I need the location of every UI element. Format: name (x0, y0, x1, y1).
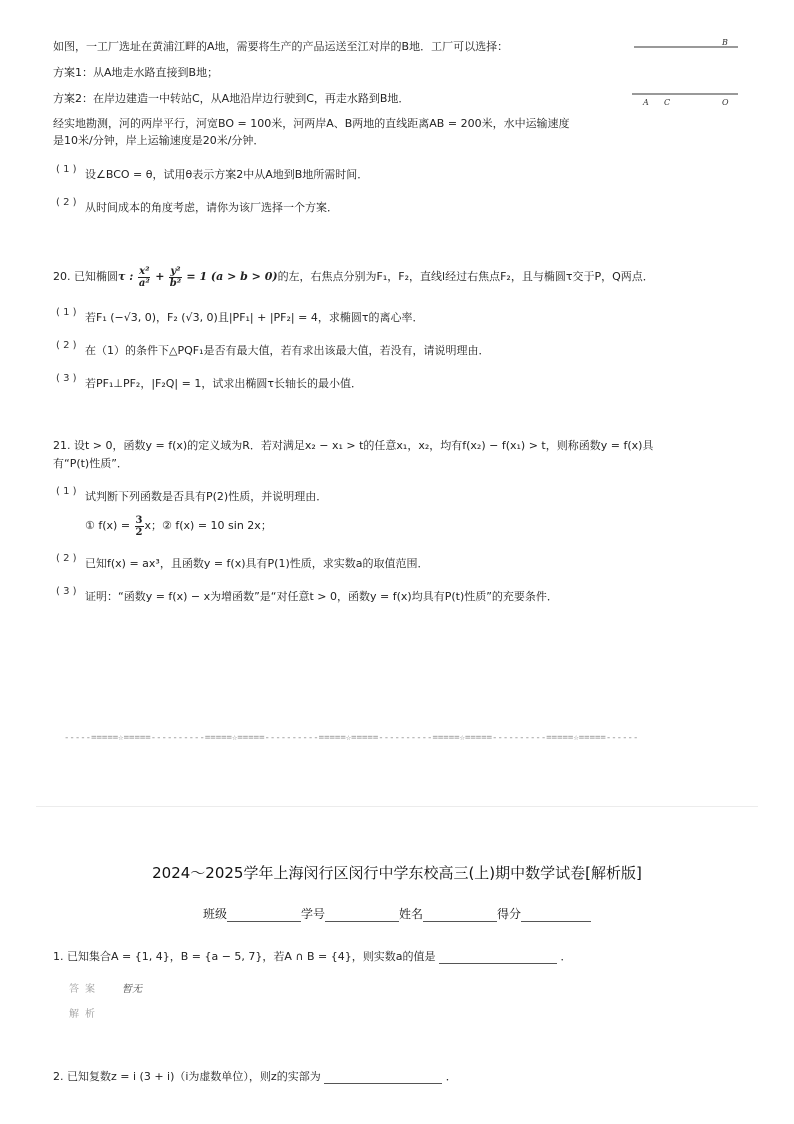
p21-sub1-num: ( 1 ) (56, 486, 77, 497)
p19-sub1-num: ( 1 ) (56, 164, 77, 175)
q1-line (53, 950, 571, 964)
p21-frac-num: 3 (135, 514, 143, 526)
p21-sub2: 已知f(x) = ax³，且函数y = f(x)具有P(1)性质，求实数a的取值范围． (85, 557, 429, 570)
label-b: B (722, 38, 728, 47)
p19-sub2: 从时间成本的角度考虑，请你为该厂选择一个方案． (85, 201, 338, 214)
label-o: O (722, 98, 729, 107)
p21-item-a-pre: ① f(x) = (85, 519, 134, 532)
q2-text: 2. 已知复数z = i (3 + i)（i为虚数单位），则z的实部为 (53, 1070, 321, 1083)
q2-line (53, 1070, 457, 1084)
p20-plus: + (151, 270, 169, 283)
p20-frac1-den: a² (138, 277, 150, 289)
p21-frac-den: 2 (135, 526, 143, 538)
p21-item-a-post: x；② f(x) = 10 sin 2x； (144, 519, 272, 532)
section-divider: -----=====☆=====----------=====☆=====----------=====☆=====----------=====☆=====----------=====☆=====------ (64, 733, 639, 743)
p20-sub3-num: ( 3 ) (56, 373, 77, 384)
p20-sub1: 若F₁ (−√3, 0)，F₂ (√3, 0)且|PF₁| + |PF₂| = 4，求椭圆τ的离心率． (85, 311, 424, 324)
p19-line3: 方案2：在岸边建造一中转站C，从A地沿岸边行驶到C，再走水路到B地． (53, 92, 410, 105)
info-id-label: 学号 (300, 907, 325, 921)
info-id-blank[interactable] (325, 909, 399, 922)
p19-sub1: 设∠BCO = θ，试用θ表示方案2中从A地到B地所需时间． (85, 168, 369, 181)
info-score-blank[interactable] (521, 909, 591, 922)
p20-frac2-num: y² (170, 265, 181, 277)
p20-head-pre: 20. 已知椭圆 (53, 270, 118, 283)
p20-math-b: = 1 (a > b > 0) (182, 270, 278, 283)
river-diagram (626, 34, 744, 110)
p20-frac1-num: x² (139, 265, 150, 277)
p20-sub2: 在（1）的条件下△PQF₁是否有最大值，若有求出该最大值，若没有，请说明理由． (85, 344, 490, 357)
p20-sub2-num: ( 2 ) (56, 340, 77, 351)
label-c: C (664, 98, 671, 107)
p21-sub3: 证明：“函数y = f(x) − x为增函数”是“对任意t > 0，函数y = f(x)均具有P(t)性质”的充要条件． (85, 590, 558, 603)
p19-line5: 是10米/分钟，岸上运输速度是20米/分钟． (53, 134, 265, 147)
q1-end: ． (560, 950, 572, 963)
p21-head2: 有“P(t)性质”． (53, 457, 128, 470)
p21-frac (135, 515, 144, 538)
p20-sub3: 若PF₁⊥PF₂，|F₂Q| = 1，试求出椭圆τ长轴长的最小值． (85, 377, 362, 390)
q1-answer-label: 答案 (69, 984, 101, 995)
p21-sub1: 试判断下列函数是否具有P(2)性质，并说明理由． (85, 490, 328, 503)
info-score-label: 得分 (497, 907, 522, 921)
q1-answer-value: 暂无 (122, 984, 142, 995)
p20-sub1-num: ( 1 ) (56, 307, 77, 318)
q1-text: 1. 已知集合A = {1, 4}，B = {a − 5, 7}，若A ∩ B = {4}，则实数a的值是 (53, 950, 436, 963)
p20-head (53, 262, 654, 292)
p20-frac1 (138, 266, 150, 289)
info-name-blank[interactable] (423, 909, 497, 922)
q1-analysis-label: 解析 (69, 1009, 101, 1020)
p19-line1: 如图，一工厂选址在黄浦江畔的A地，需要将生产的产品运送至江对岸的B地．工厂可以选择： (53, 40, 509, 53)
info-class-label: 班级 (202, 907, 227, 921)
info-name-label: 姓名 (399, 907, 424, 921)
page-break-line (36, 806, 758, 807)
p21-sub3-num: ( 3 ) (56, 586, 77, 597)
p20-frac2-den: b² (169, 277, 182, 289)
label-a: A (643, 98, 649, 107)
p19-line2: 方案1：从A地走水路直接到B地； (53, 66, 219, 79)
p20-math-a: τ : (118, 270, 138, 283)
q1-answer-blank[interactable] (439, 951, 557, 964)
p19-sub2-num: ( 2 ) (56, 197, 77, 208)
p21-sub1-items (85, 512, 272, 540)
p20-frac2 (169, 266, 181, 289)
q2-answer-blank[interactable] (324, 1071, 442, 1084)
p20-head-post: 的左，右焦点分别为F₁，F₂，直线l经过右焦点F₂，且与椭圆τ交于P，Q两点． (277, 270, 654, 283)
p21-head1: 21. 设t > 0，函数y = f(x)的定义域为R．若对满足x₂ − x₁ > t的任意x₁，x₂，均有f(x₂) − f(x₁) > t，则称函数y = f(x)具 (53, 439, 654, 452)
exam-title: 2024～2025学年上海闵行区闵行中学东校高三(上)期中数学试卷[解析版] (152, 864, 642, 882)
p19-line4: 经实地勘测，河的两岸平行，河宽BO = 100米，河两岸A、B两地的直线距离AB = 200米，水中运输速度 (53, 117, 570, 130)
p21-sub2-num: ( 2 ) (56, 553, 77, 564)
q2-end: ． (445, 1070, 457, 1083)
info-class-blank[interactable] (227, 909, 301, 922)
student-info-row (0, 905, 794, 922)
